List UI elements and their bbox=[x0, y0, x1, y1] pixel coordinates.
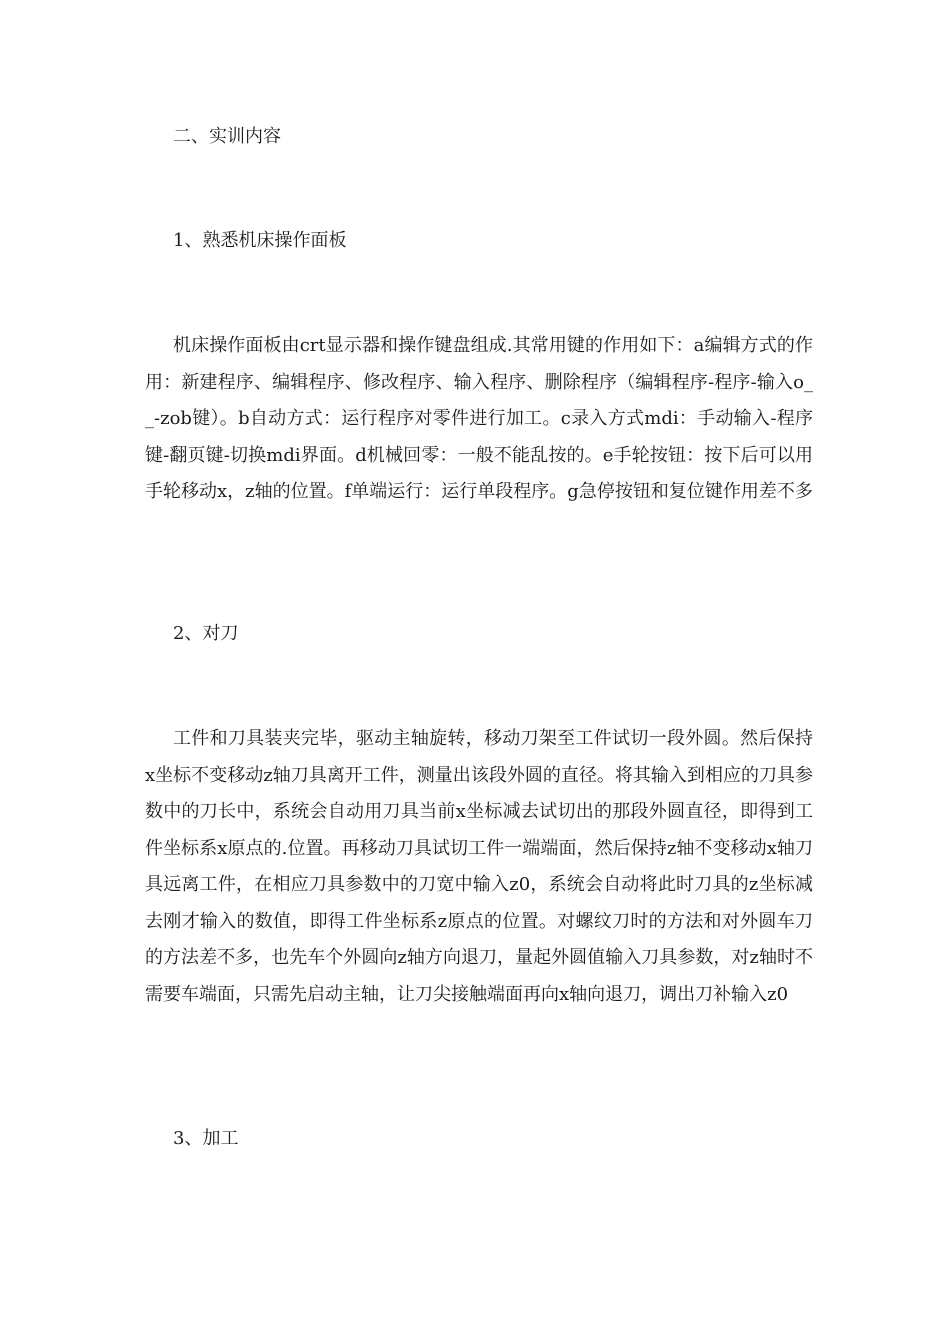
section-heading: 二、实训内容 bbox=[173, 126, 281, 147]
item-1-heading: 1、熟悉机床操作面板 bbox=[173, 230, 347, 251]
item-1-paragraph: 机床操作面板由crt显示器和操作键盘组成.其常用键的作用如下：a编辑方式的作用：新建程序、编辑程序、修改程序、输入程序、删除程序（编辑程序-程序-输入o__-zob键）。b自动方式：运行程序对零件进行加工。c录入方式mdi：手动输入-程序键-翻页键-切换mdi界面。d机械回零：一般不能乱按的。e手轮按钮：按下后可以用手轮移动x，z轴的位置。f单端运行：运行单段程序。g急停按钮和复位键作用差不多 bbox=[145, 335, 813, 502]
item-2-heading: 2、对刀 bbox=[173, 623, 239, 644]
item-3-heading: 3、加工 bbox=[173, 1128, 239, 1149]
item-2-paragraph: 工件和刀具装夹完毕，驱动主轴旋转，移动刀架至工件试切一段外圆。然后保持x坐标不变移动z轴刀具离开工件，测量出该段外圆的直径。将其输入到相应的刀具参数中的刀长中，系统会自动用刀具当前x坐标减去试切出的那段外圆直径，即得到工件坐标系x原点的.位置。再移动刀具试切工件一端端面，然后保持z轴不变移动x轴刀具远离工件，在相应刀具参数中的刀宽中输入z0，系统会自动将此时刀具的z坐标减去刚才输入的数值，即得工件坐标系z原点的位置。对螺纹刀时的方法和对外圆车刀的方法差不多，也先车个外圆向z轴方向退刀，量起外圆值输入刀具参数，对z轴时不需要车端面，只需先启动主轴，让刀尖接触端面再向x轴向退刀，调出刀补输入z0 bbox=[145, 728, 813, 1005]
